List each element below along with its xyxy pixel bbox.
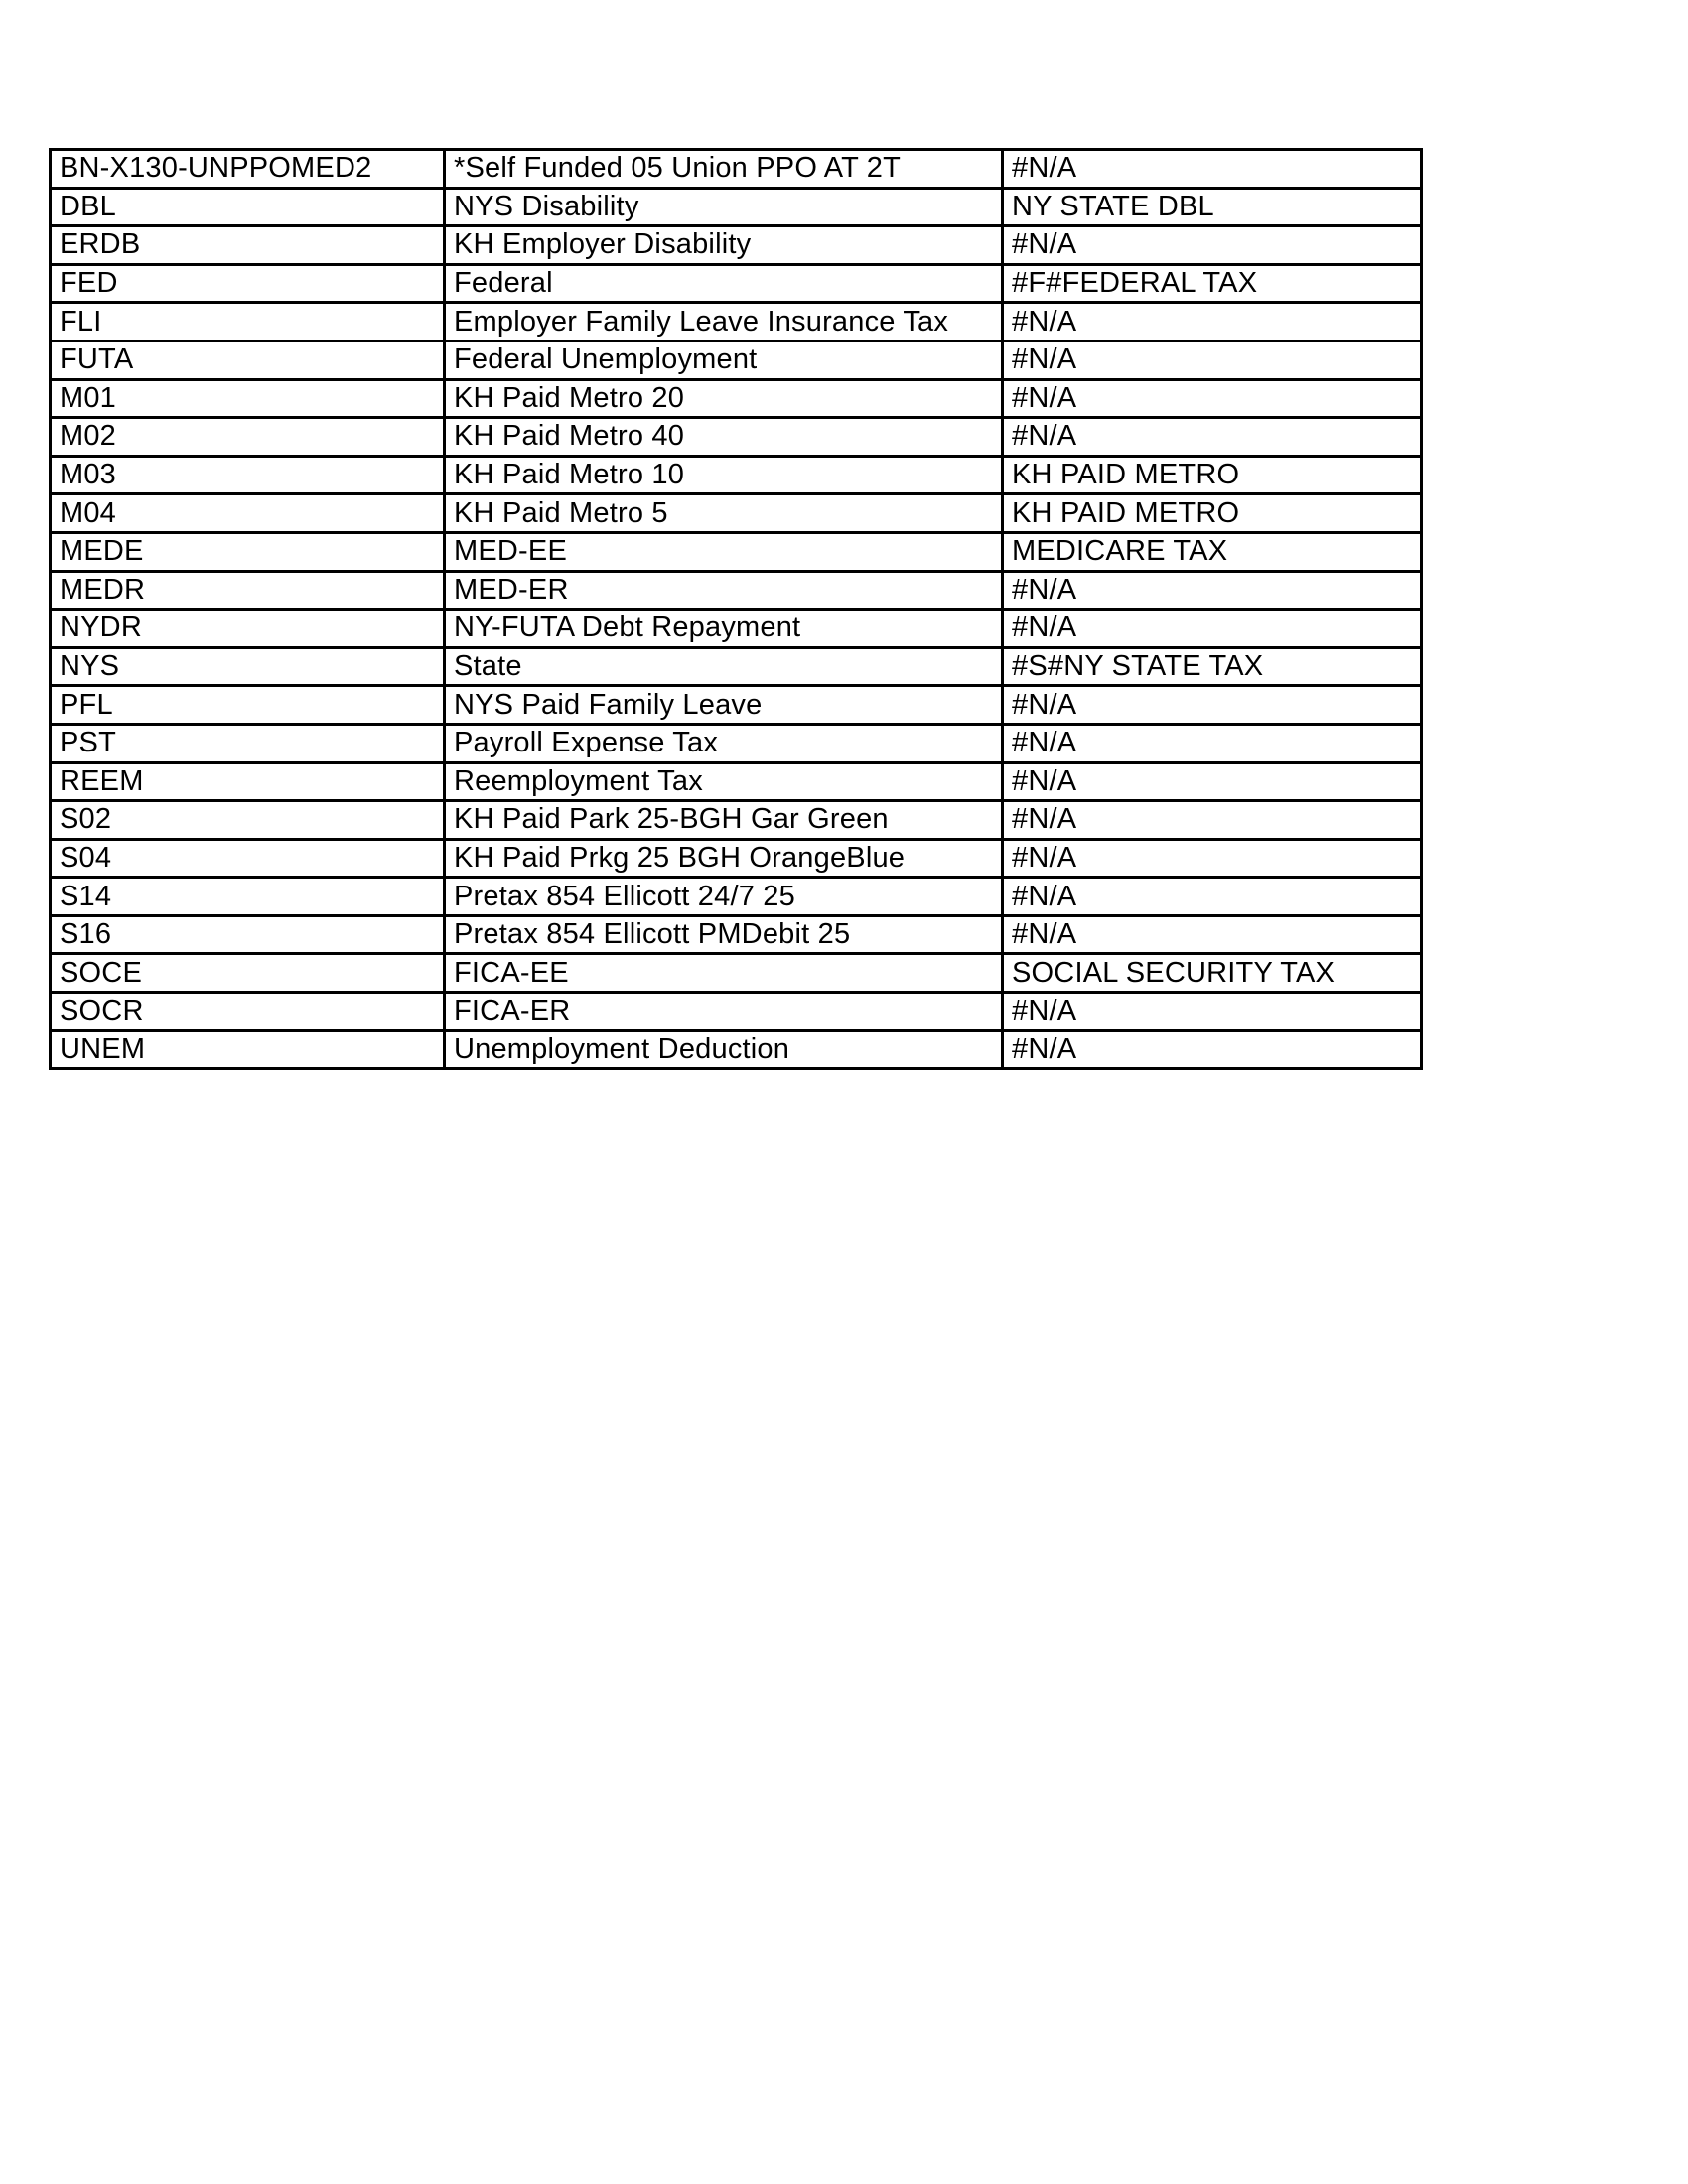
mapping-cell: #N/A <box>1003 341 1422 379</box>
table-row <box>51 494 1422 533</box>
description-cell: KH Paid Metro 5 <box>445 494 1003 533</box>
code-cell: FLI <box>51 303 445 341</box>
table-row <box>51 610 1422 648</box>
code-cell: MEDR <box>51 571 445 610</box>
code-cell: SOCE <box>51 954 445 993</box>
code-cell: MEDE <box>51 532 445 571</box>
description-cell: KH Paid Park 25-BGH Gar Green <box>445 801 1003 840</box>
description-cell: FICA-ER <box>445 993 1003 1031</box>
mapping-cell: #N/A <box>1003 418 1422 457</box>
code-cell: M01 <box>51 379 445 418</box>
code-cell: S16 <box>51 915 445 954</box>
code-cell: PFL <box>51 686 445 725</box>
table-row <box>51 686 1422 725</box>
mapping-cell: #N/A <box>1003 915 1422 954</box>
mapping-cell: #N/A <box>1003 801 1422 840</box>
description-cell: Payroll Expense Tax <box>445 724 1003 762</box>
description-cell: Federal <box>445 264 1003 303</box>
description-cell: NYS Paid Family Leave <box>445 686 1003 725</box>
code-cell: S02 <box>51 801 445 840</box>
table-body <box>51 150 1422 1069</box>
code-cell: S14 <box>51 878 445 916</box>
table-row <box>51 571 1422 610</box>
mapping-cell: #F#FEDERAL TAX <box>1003 264 1422 303</box>
table-row <box>51 303 1422 341</box>
table-row <box>51 878 1422 916</box>
description-cell: KH Employer Disability <box>445 226 1003 265</box>
description-cell: KH Paid Metro 10 <box>445 456 1003 494</box>
table-row <box>51 150 1422 189</box>
description-cell: Federal Unemployment <box>445 341 1003 379</box>
table-row <box>51 993 1422 1031</box>
mapping-cell: #N/A <box>1003 150 1422 189</box>
code-cell: FED <box>51 264 445 303</box>
code-cell: NYDR <box>51 610 445 648</box>
description-cell: KH Paid Metro 20 <box>445 379 1003 418</box>
code-cell: SOCR <box>51 993 445 1031</box>
code-cell: FUTA <box>51 341 445 379</box>
code-cell: S04 <box>51 839 445 878</box>
description-cell: MED-ER <box>445 571 1003 610</box>
mapping-cell: #S#NY STATE TAX <box>1003 647 1422 686</box>
description-cell: State <box>445 647 1003 686</box>
mapping-cell: #N/A <box>1003 1030 1422 1069</box>
table-row <box>51 647 1422 686</box>
table-row <box>51 1030 1422 1069</box>
mapping-cell: MEDICARE TAX <box>1003 532 1422 571</box>
table-row <box>51 226 1422 265</box>
code-cell: PST <box>51 724 445 762</box>
description-cell: KH Paid Metro 40 <box>445 418 1003 457</box>
table-row <box>51 801 1422 840</box>
mapping-cell: NY STATE DBL <box>1003 188 1422 226</box>
table-row <box>51 724 1422 762</box>
mapping-cell: #N/A <box>1003 762 1422 801</box>
description-cell: FICA-EE <box>445 954 1003 993</box>
description-cell: MED-EE <box>445 532 1003 571</box>
description-cell: KH Paid Prkg 25 BGH OrangeBlue <box>445 839 1003 878</box>
code-cell: BN-X130-UNPPOMED2 <box>51 150 445 189</box>
mapping-cell: #N/A <box>1003 878 1422 916</box>
mapping-cell: KH PAID METRO <box>1003 456 1422 494</box>
code-cell: NYS <box>51 647 445 686</box>
mapping-cell: #N/A <box>1003 839 1422 878</box>
mapping-cell: #N/A <box>1003 724 1422 762</box>
description-cell: Employer Family Leave Insurance Tax <box>445 303 1003 341</box>
mapping-cell: #N/A <box>1003 610 1422 648</box>
description-cell: Reemployment Tax <box>445 762 1003 801</box>
mapping-cell: #N/A <box>1003 993 1422 1031</box>
code-cell: REEM <box>51 762 445 801</box>
table-row <box>51 839 1422 878</box>
description-cell: NY-FUTA Debt Repayment <box>445 610 1003 648</box>
description-cell: *Self Funded 05 Union PPO AT 2T <box>445 150 1003 189</box>
code-cell: DBL <box>51 188 445 226</box>
table-row <box>51 418 1422 457</box>
mapping-cell: #N/A <box>1003 303 1422 341</box>
table-row <box>51 188 1422 226</box>
mapping-cell: #N/A <box>1003 571 1422 610</box>
description-cell: NYS Disability <box>445 188 1003 226</box>
deduction-code-table <box>49 148 1423 1070</box>
mapping-cell: SOCIAL SECURITY TAX <box>1003 954 1422 993</box>
code-cell: UNEM <box>51 1030 445 1069</box>
table-row <box>51 341 1422 379</box>
description-cell: Unemployment Deduction <box>445 1030 1003 1069</box>
table-row <box>51 456 1422 494</box>
code-cell: M03 <box>51 456 445 494</box>
description-cell: Pretax 854 Ellicott 24/7 25 <box>445 878 1003 916</box>
mapping-cell: #N/A <box>1003 686 1422 725</box>
table-row <box>51 264 1422 303</box>
code-cell: M02 <box>51 418 445 457</box>
mapping-cell: #N/A <box>1003 379 1422 418</box>
table-row <box>51 379 1422 418</box>
code-cell: ERDB <box>51 226 445 265</box>
table-row <box>51 762 1422 801</box>
code-cell: M04 <box>51 494 445 533</box>
table-row <box>51 532 1422 571</box>
table-row <box>51 915 1422 954</box>
description-cell: Pretax 854 Ellicott PMDebit 25 <box>445 915 1003 954</box>
mapping-cell: KH PAID METRO <box>1003 494 1422 533</box>
mapping-cell: #N/A <box>1003 226 1422 265</box>
table-row <box>51 954 1422 993</box>
